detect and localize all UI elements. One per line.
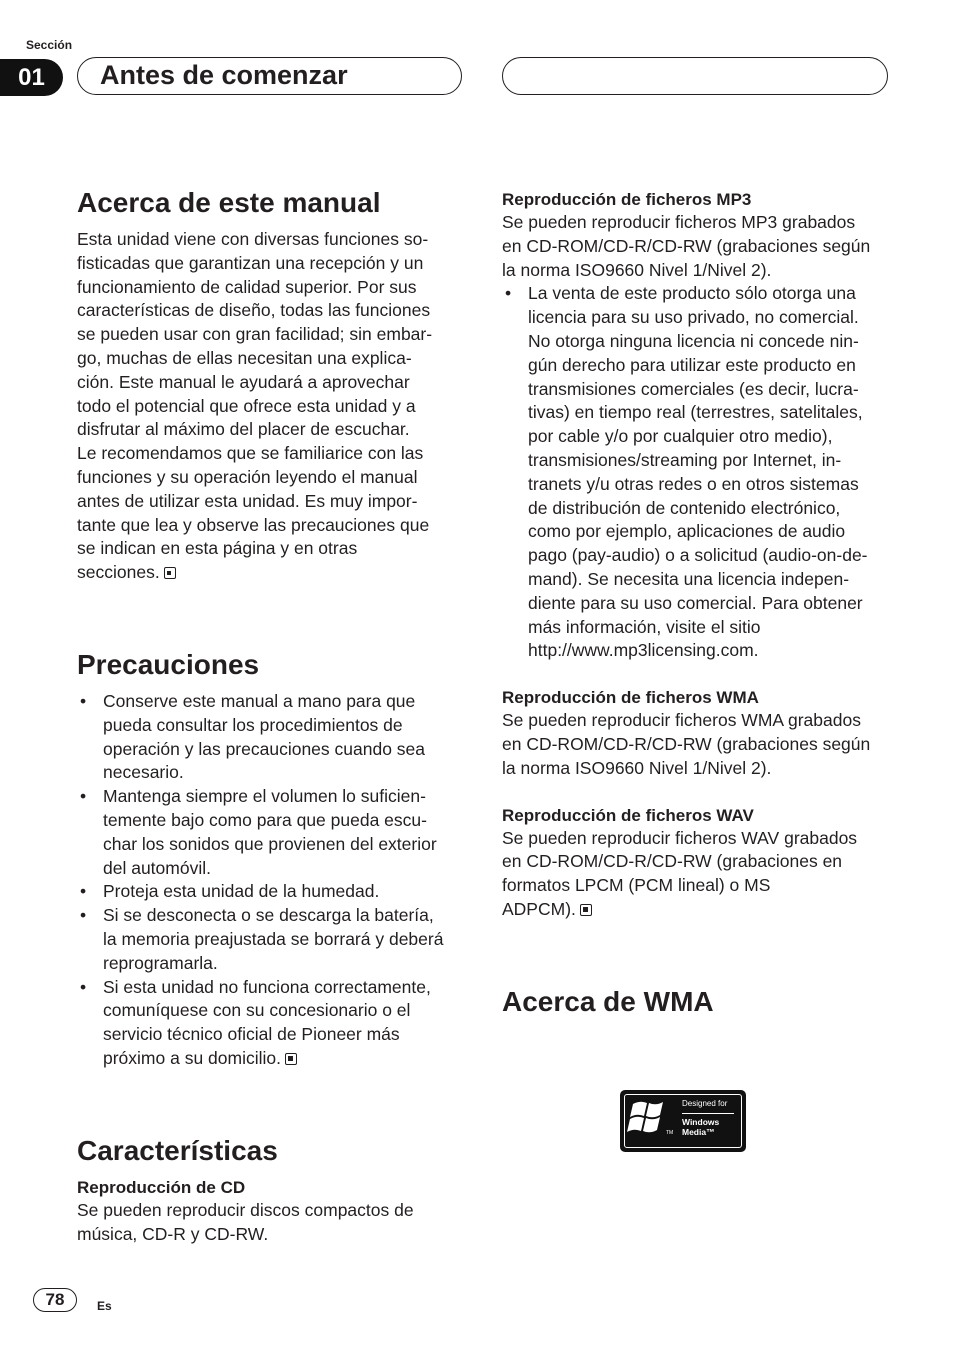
cd-playback-text: Se pueden reproducir discos compactos de música, CD-R y CD-RW. — [77, 1199, 414, 1244]
precautions-heading: Precauciones — [77, 648, 260, 680]
about-wma-heading: Acerca de WMA — [502, 985, 714, 1017]
features-section — [77, 1133, 465, 1247]
precautions-list — [77, 690, 465, 1071]
section-label: Sección — [26, 38, 73, 52]
end-of-section-icon — [164, 567, 176, 579]
end-of-section-icon — [285, 1053, 297, 1065]
wav-text: Se pueden reproducir ficheros WAV grabados en CD-ROM/CD-R/CD-RW (grabaciones en formatos LPCM (PCM lineal) o MS ADPCM). — [502, 827, 858, 919]
features-heading: Características — [77, 1134, 278, 1166]
mp3-section — [502, 188, 890, 663]
wav-heading: Reproducción de ficheros WAV — [502, 805, 754, 825]
cd-playback-heading: Reproducción de CD — [77, 1177, 246, 1197]
wav-section — [502, 804, 890, 922]
windows-flag-icon — [627, 1098, 671, 1136]
about-wma-section — [502, 984, 890, 1020]
mp3-text: Se pueden reproducir ficheros MP3 grabados en CD-ROM/CD-R/CD-RW (grabaciones según la norma ISO9660 Nivel 1/Nivel 2). — [502, 212, 871, 280]
list-item: • Proteja esta unidad de la humedad. — [77, 880, 465, 904]
right-column — [502, 188, 890, 1027]
precautions-section — [77, 647, 465, 1071]
left-column — [77, 185, 465, 1246]
mp3-heading: Reproducción de ficheros MP3 — [502, 190, 752, 209]
end-of-section-icon — [580, 904, 592, 916]
about-manual-heading: Acerca de este manual — [77, 187, 381, 218]
list-item: • Si se desconecta o se descarga la batería, la memoria preajustada se borrará y deberá reprogramarla. — [77, 904, 465, 975]
list-item: • Conserve este manual a mano para que pueda consultar los procedimientos de operación y las precauciones cuando sea necesario. — [77, 690, 465, 785]
language-code: Es — [97, 1299, 112, 1313]
about-manual-text: Esta unidad viene con diversas funciones so- fisticadas que garantizan una recepción y un funcionamiento de calidad superior. Por sus características de diseño, todas las funciones se pueden usar con gran facilidad; sin embar- go, muchas de ellas necesitan una explica- ción. Este manual le ayudará a aprovechar todo el potencial que ofrece esta unidad y a disfrutar al máximo del placer de escuchar. Le recomendamos que se familiarice con las funciones y su operación leyendo el manual antes de utilizar esta unidad. Es muy impor- tante que lea y observe las precauciones que se indican en esta página y en otras secciones. — [77, 229, 433, 583]
list-item: • Mantenga siempre el volumen lo suficien- temente bajo como para que pueda escu- char los sonidos que provienen del exterior del automóvil. — [77, 785, 465, 880]
mp3-license-list — [502, 282, 890, 663]
header-empty-frame — [502, 57, 888, 95]
section-title: Antes de comenzar — [100, 60, 348, 90]
wma-text: Se pueden reproducir ficheros WMA grabados en CD-ROM/CD-R/CD-RW (grabaciones según la norma ISO9660 Nivel 1/Nivel 2). — [502, 710, 871, 778]
section-number-tab: 01 — [0, 59, 63, 96]
wma-heading: Reproducción de ficheros WMA — [502, 688, 759, 708]
wma-section — [502, 686, 890, 780]
windows-media-logo: TM Designed for Windows Media™ — [620, 1090, 746, 1152]
list-item: • La venta de este producto sólo otorga una licencia para su uso privado, no comercial. No otorga ninguna licencia ni concede nin- gún derecho para utilizar este producto en transmisiones comerciales (es decir, lucra- tivas) en tiempo real (terrestres, satelitales, por cable y/o por cualquier otro medio), transmisiones/streaming por Internet, in- tranets y/u otras redes o en otros sistemas de distribución de contenido electrónico, como por ejemplo, aplicaciones de audio pago (pay-audio) o a solicitud (audio-on-de- mand). Se necesita una licencia indepen- diente para su uso comercial. Para obtener más información, visite el sitio http://www.mp3licensing.com. — [502, 282, 890, 663]
list-item: • Si esta unidad no funciona correctamente, comuníquese con su concesionario o el servicio técnico oficial de Pioneer más próximo a su domicilio. — [77, 976, 465, 1071]
about-manual-section — [77, 185, 465, 585]
page-number: 78 — [33, 1288, 77, 1312]
